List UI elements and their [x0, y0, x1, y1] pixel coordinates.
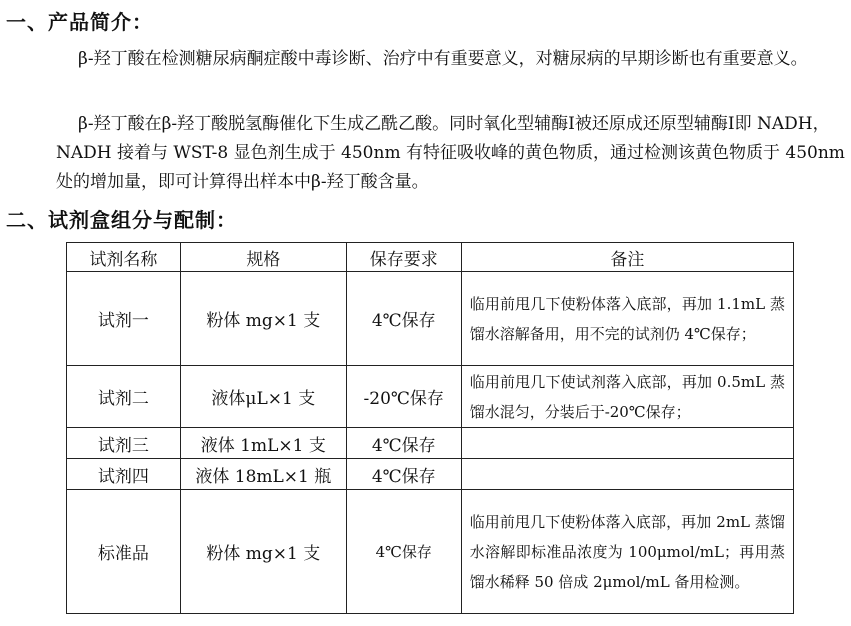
reagent-storage: 4℃保存: [346, 272, 461, 366]
header-spec: 规格: [180, 243, 346, 272]
table-row: [67, 272, 794, 366]
reagent-note: 临用前甩几下使试剂落入底部，再加 0.5mL 蒸馏水混匀，分装后于-20℃保存；: [461, 366, 793, 428]
reagent-name: 试剂一: [67, 272, 181, 366]
section-2-heading: 二、试剂盒组分与配制：: [6, 208, 237, 232]
reagent-note: [461, 459, 793, 490]
header-name: 试剂名称: [67, 243, 181, 272]
reagent-spec: 液体 18mL×1 瓶: [180, 459, 346, 490]
header-note: 备注: [461, 243, 793, 272]
reagent-storage: 4℃保存: [346, 459, 461, 490]
reagent-name: 标准品: [67, 490, 181, 614]
reagent-spec: 液体 1mL×1 支: [180, 428, 346, 459]
reagent-name: 试剂三: [67, 428, 181, 459]
table-header-row: [67, 243, 794, 272]
table-row: [67, 459, 794, 490]
intro-paragraph-2: β-羟丁酸在β-羟丁酸脱氢酶催化下生成乙酰乙酸。同时氧化型辅酶I被还原成还原型辅酶I即 NADH，NADH 接着与 WST-8 显色剂生成于 450nm 有特征吸收峰的黄色物质，通过检测该黄色物质于 450nm 处的增加量，即可计算得出样本中β-羟丁酸含量。: [56, 114, 845, 192]
table-row: [67, 366, 794, 428]
reagent-spec: 液体μL×1 支: [180, 366, 346, 428]
table-row: [67, 490, 794, 614]
reagent-storage: 4℃保存: [346, 490, 461, 614]
header-storage: 保存要求: [346, 243, 461, 272]
intro-paragraph-1: β-羟丁酸在检测糖尿病酮症酸中毒诊断、治疗中有重要意义，对糖尿病的早期诊断也有重要意义。: [78, 49, 808, 69]
reagent-storage: -20℃保存: [346, 366, 461, 428]
reagent-note: 临用前甩几下使粉体落入底部，再加 2mL 蒸馏水溶解即标准品浓度为 100μmol/mL；再用蒸馏水稀释 50 倍成 2μmol/mL 备用检测。: [461, 490, 793, 614]
reagent-table: [66, 242, 794, 614]
reagent-storage: 4℃保存: [346, 428, 461, 459]
reagent-spec: 粉体 mg×1 支: [180, 272, 346, 366]
reagent-spec: 粉体 mg×1 支: [180, 490, 346, 614]
section-1-heading: 一、产品简介：: [6, 10, 153, 34]
table-row: [67, 428, 794, 459]
reagent-note: [461, 428, 793, 459]
reagent-name: 试剂二: [67, 366, 181, 428]
reagent-name: 试剂四: [67, 459, 181, 490]
reagent-note: 临用前甩几下使粉体落入底部，再加 1.1mL 蒸馏水溶解备用，用不完的试剂仍 4℃保存；: [461, 272, 793, 366]
